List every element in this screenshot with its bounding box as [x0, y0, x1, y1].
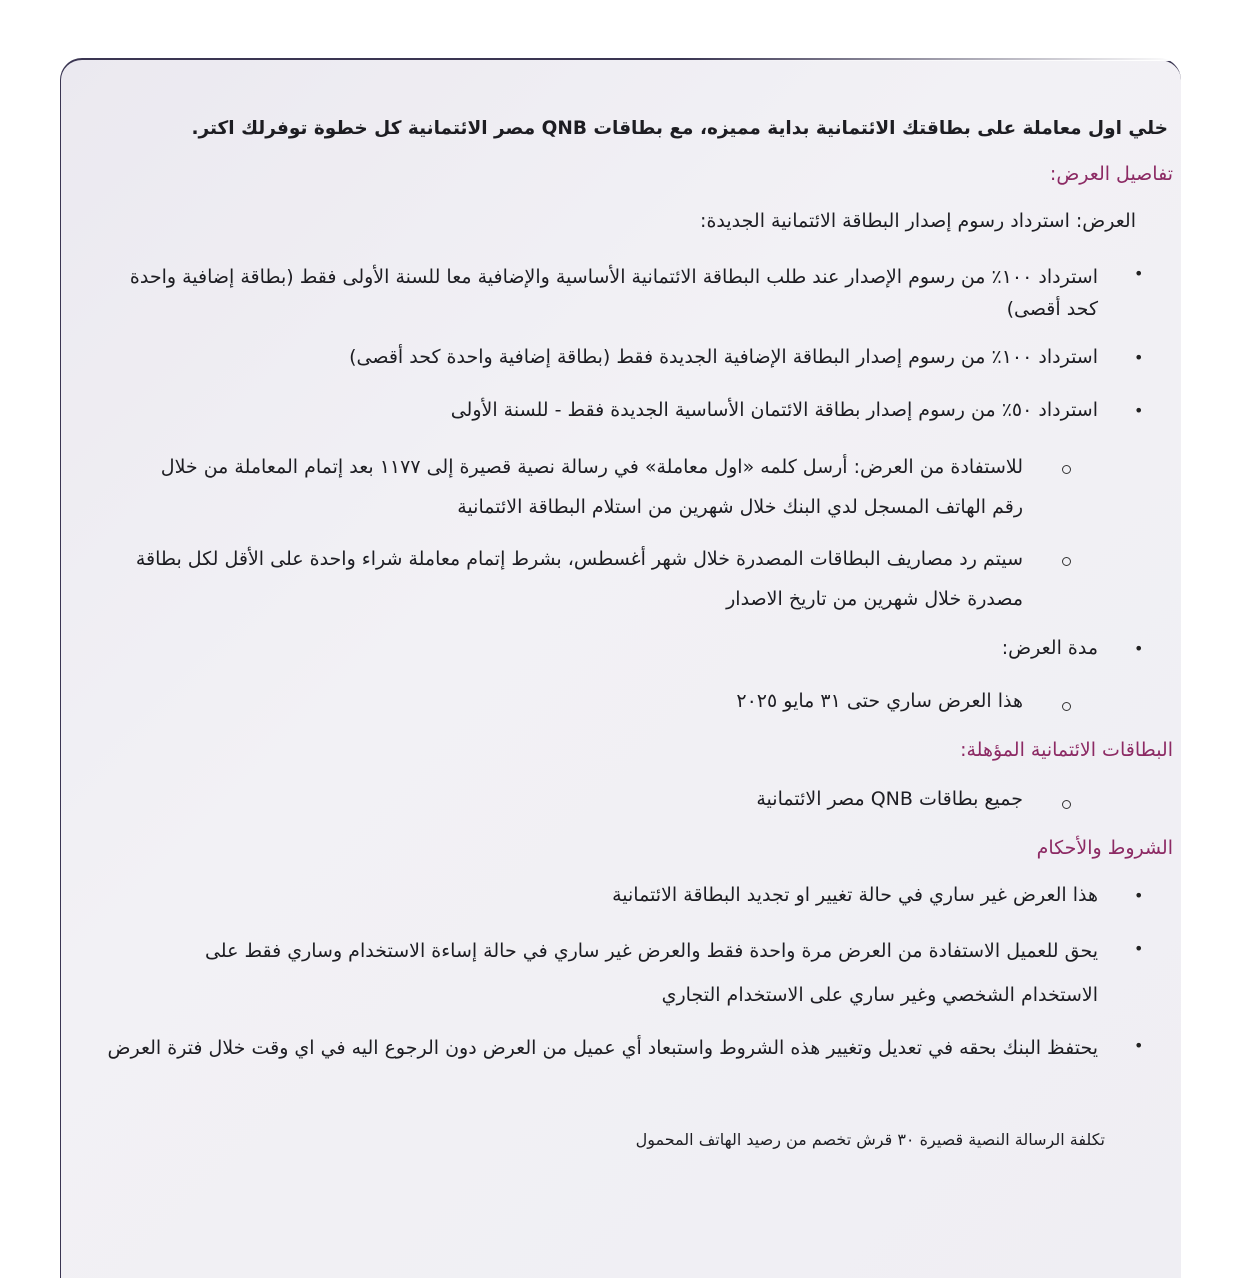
offer-sub-item: للاستفادة من العرض: أرسل كلمه «اول معاملة» في رسالة نصية قصيرة إلى ١١٧٧ بعد إتمام المعاملة من خلال رقم الهاتف المسجل لدي البنك خلال شهرين من استلام البطاقة الائتمانية	[160, 456, 1023, 518]
offer-line: العرض: استرداد رسوم إصدار البطاقة الائتمانية الجديدة:	[700, 210, 1136, 232]
offer-bullet: استرداد ١٠٠٪ من رسوم إصدار البطاقة الإضافية الجديدة فقط (بطاقة إضافية واحدة كحد أقصى)	[349, 346, 1098, 368]
sub-bullet	[1062, 557, 1071, 566]
eligible-item: جميع بطاقات QNB مصر الائتمانية	[756, 788, 1023, 810]
offer-bullet: استرداد ٥٠٪ من رسوم إصدار بطاقة الائتمان الأساسية الجديدة فقط - للسنة الأولى	[450, 399, 1098, 421]
duration-label: مدة العرض:	[1001, 637, 1098, 659]
offer-bullet: استرداد ١٠٠٪ من رسوم الإصدار عند طلب البطاقة الائتمانية الأساسية والإضافية معا للسنة الأولى فقط (بطاقة إضافية واحدة كحد أقصى)	[129, 266, 1098, 320]
terms-item: هذا العرض غير ساري في حالة تغيير او تجديد البطاقة الائتمانية	[612, 884, 1098, 906]
bullet: •	[1134, 886, 1144, 905]
bullet: •	[1134, 1036, 1144, 1055]
bullet: •	[1134, 264, 1144, 283]
terms-item: يحق للعميل الاستفادة من العرض مرة واحدة فقط والعرض غير ساري في حالة إساءة الاستخدام وساري فقط على الاستخدام الشخصي وغير ساري على الاستخدام التجاري	[204, 940, 1098, 1006]
terms-heading: الشروط والأحكام	[1036, 837, 1173, 859]
duration-value: هذا العرض ساري حتى ٣١ مايو ٢٠٢٥	[736, 690, 1023, 712]
terms-item: يحتفظ البنك بحقه في تعديل وتغيير هذه الشروط واستبعاد أي عميل من العرض دون الرجوع اليه في اي وقت خلال فترة العرض	[107, 1037, 1098, 1059]
eligible-heading: البطاقات الائتمانية المؤهلة:	[960, 739, 1173, 761]
bullet: •	[1134, 348, 1144, 367]
offer-sub-item: سيتم رد مصاريف البطاقات المصدرة خلال شهر أغسطس، بشرط إتمام معاملة شراء واحدة على الأقل لكل بطاقة مصدرة خلال شهرين من تاريخ الاصدار	[135, 548, 1023, 610]
bullet: •	[1134, 939, 1144, 958]
sub-bullet	[1062, 702, 1071, 711]
intro-text: خلي اول معاملة على بطاقتك الائتمانية بداية مميزه، مع بطاقات QNB مصر الائتمانية كل خطوة توفرلك اكتر.	[191, 118, 1168, 139]
bullet: •	[1134, 401, 1144, 420]
details-heading: تفاصيل العرض:	[1049, 163, 1173, 185]
sub-bullet	[1062, 800, 1071, 809]
sub-bullet	[1062, 465, 1071, 474]
bullet: •	[1134, 639, 1144, 658]
footnote: تكلفة الرسالة النصية قصيرة ٣٠ قرش تخصم من رصيد الهاتف المحمول	[635, 1130, 1105, 1149]
offer-card	[60, 58, 1181, 1278]
